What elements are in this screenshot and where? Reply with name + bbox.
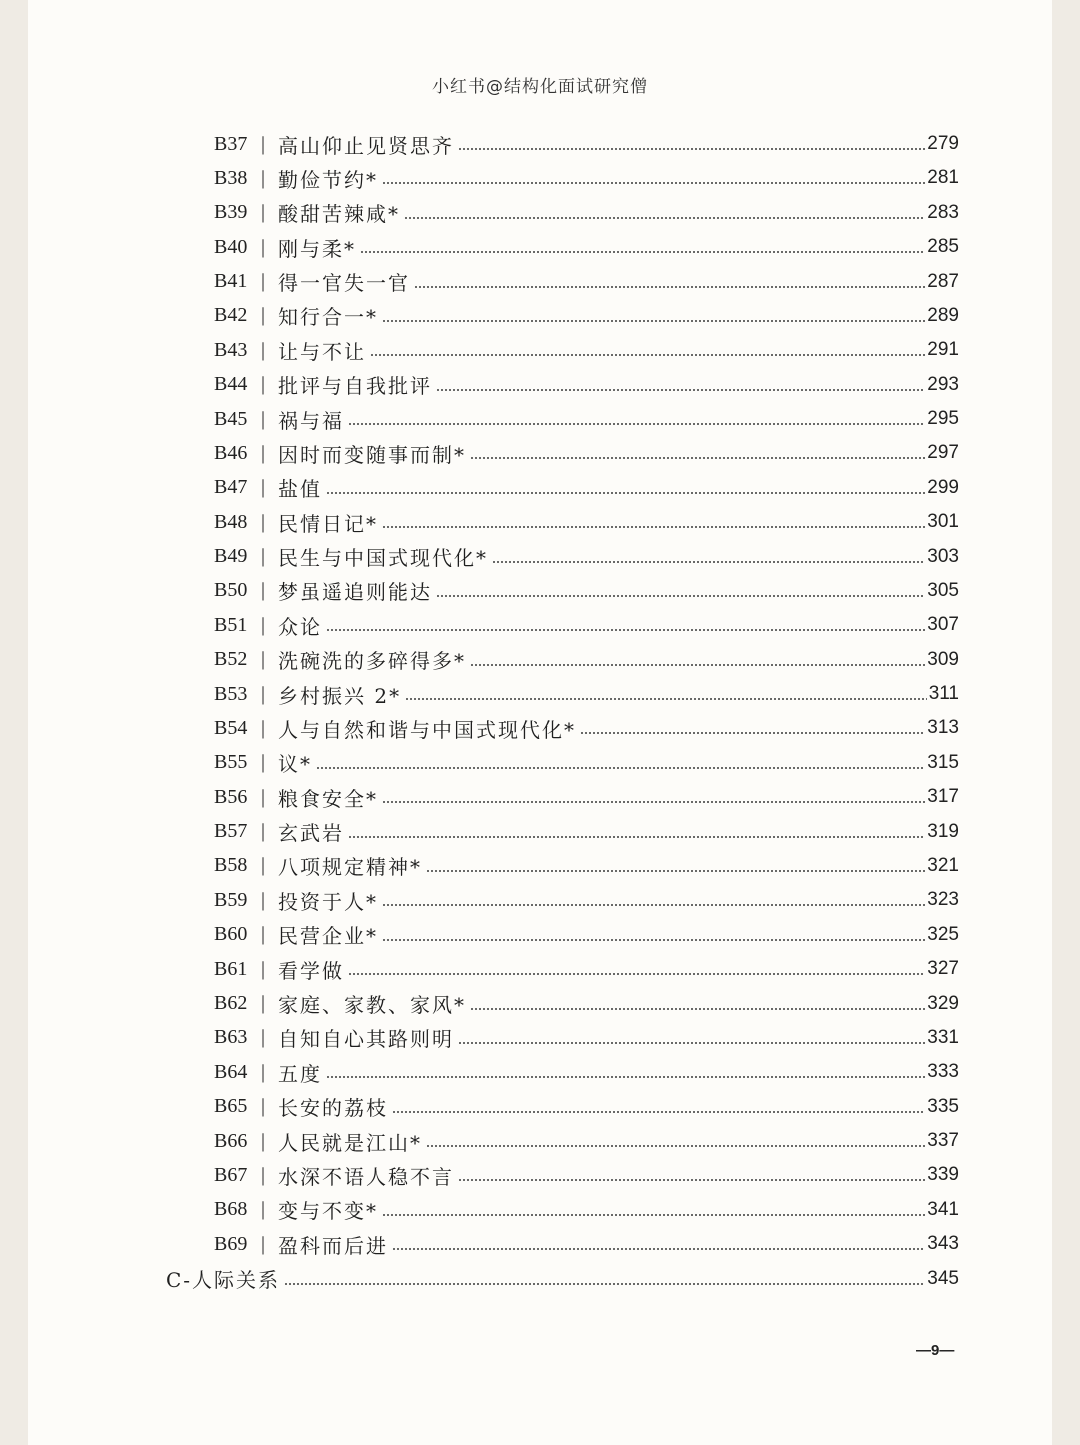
toc-entry[interactable] — [214, 161, 959, 195]
entry-title: 梦虽遥追则能达 — [278, 580, 432, 605]
dot-leader — [382, 1214, 925, 1216]
toc-entry[interactable] — [214, 505, 959, 539]
toc-entry[interactable] — [214, 780, 959, 814]
entry-separator: | — [260, 338, 265, 361]
entry-page-number: 295 — [927, 408, 959, 430]
entry-code: B50 — [214, 579, 248, 602]
entry-code: B57 — [214, 820, 248, 843]
entry-page-number: 331 — [927, 1026, 959, 1048]
dot-leader — [348, 973, 925, 975]
toc-entry[interactable] — [214, 883, 959, 917]
dot-leader — [392, 1111, 925, 1113]
toc-entry[interactable] — [214, 746, 959, 780]
toc-entry[interactable] — [214, 265, 959, 299]
page-header: 小红书@结构化面试研究僧 — [432, 77, 648, 97]
toc-entry[interactable] — [214, 127, 959, 161]
entry-page-number: 291 — [927, 339, 959, 361]
entry-title: 民情日记* — [278, 511, 378, 536]
entry-page-number: 321 — [927, 854, 959, 876]
entry-separator: | — [260, 716, 265, 739]
entry-page-number: 281 — [927, 167, 959, 189]
entry-code: B68 — [214, 1198, 248, 1221]
entry-code: B67 — [214, 1163, 248, 1186]
entry-title: 高山仰止见贤思齐 — [278, 133, 454, 158]
entry-code: B56 — [214, 785, 248, 808]
dot-leader — [316, 767, 925, 769]
entry-page-number: 283 — [927, 201, 959, 223]
entry-title: 长安的荔枝 — [278, 1096, 388, 1121]
entry-separator: | — [260, 1060, 265, 1083]
toc-entry[interactable] — [214, 849, 959, 883]
entry-code: B45 — [214, 407, 248, 430]
entry-page-number: 319 — [927, 820, 959, 842]
entry-code: B52 — [214, 648, 248, 671]
toc-entry[interactable] — [214, 436, 959, 470]
entry-separator: | — [260, 545, 265, 568]
dot-leader — [382, 320, 925, 322]
entry-page-number: 313 — [927, 717, 959, 739]
entry-page-number: 299 — [927, 476, 959, 498]
entry-title: 看学做 — [278, 958, 344, 983]
entry-page-number: 297 — [927, 442, 959, 464]
entry-separator: | — [260, 992, 265, 1014]
toc-entry[interactable] — [214, 1193, 959, 1227]
entry-title: 盐值 — [278, 477, 322, 502]
entry-separator: | — [260, 476, 265, 499]
entry-code: B49 — [214, 545, 248, 568]
entry-title: 粮食安全* — [278, 786, 378, 811]
entry-separator: | — [260, 751, 265, 774]
entry-title: 乡村振兴 2* — [278, 683, 402, 708]
dot-leader — [414, 286, 925, 288]
dot-leader — [360, 251, 925, 253]
entry-separator: | — [260, 820, 265, 843]
entry-title: 八项规定精神* — [278, 855, 422, 880]
toc-entry[interactable] — [214, 1021, 959, 1055]
entry-title: 投资于人* — [278, 889, 378, 914]
entry-code: B53 — [214, 682, 248, 705]
entry-code: B37 — [214, 132, 248, 155]
entry-title: 祸与福 — [278, 408, 344, 433]
entry-separator: | — [260, 579, 265, 602]
entry-code: B60 — [214, 923, 248, 946]
entry-separator: | — [260, 304, 265, 327]
entry-code: B39 — [214, 201, 248, 224]
dot-leader — [492, 561, 925, 563]
entry-separator: | — [260, 613, 265, 636]
entry-page-number: 311 — [928, 683, 959, 705]
toc-entry[interactable] — [214, 815, 959, 849]
toc-entry[interactable] — [214, 1124, 959, 1158]
entry-separator: | — [260, 235, 265, 258]
entry-separator: | — [260, 510, 265, 533]
dot-leader — [470, 457, 925, 459]
entry-title: 酸甜苦辣咸* — [278, 202, 400, 227]
dot-leader — [348, 836, 925, 838]
entry-title: 民生与中国式现代化* — [278, 546, 488, 571]
entry-page-number: 343 — [927, 1233, 959, 1255]
toc-entry[interactable] — [214, 1055, 959, 1089]
entry-page-number: 325 — [927, 923, 959, 945]
toc-entry[interactable] — [214, 952, 959, 986]
entry-title: 人与自然和谐与中国式现代化* — [278, 717, 576, 742]
dot-leader — [470, 664, 925, 666]
dot-leader — [470, 1008, 925, 1010]
entry-separator: | — [260, 682, 265, 705]
entry-title: 知行合一* — [278, 305, 378, 330]
entry-title: 自知自心其路则明 — [278, 1027, 454, 1052]
entry-title: 盈科而后进 — [278, 1233, 388, 1258]
dot-leader — [382, 801, 925, 803]
entry-title: 人民就是江山* — [278, 1130, 422, 1155]
entry-title: 洗碗洗的多碎得多* — [278, 649, 466, 674]
dot-leader — [405, 698, 927, 700]
entry-code: B47 — [214, 476, 248, 499]
entry-separator: | — [260, 201, 265, 224]
entry-page-number: 333 — [927, 1061, 959, 1083]
entry-page-number: 303 — [927, 545, 959, 567]
toc-entry[interactable] — [214, 471, 959, 505]
dot-leader — [426, 1145, 925, 1147]
toc-entry[interactable] — [214, 987, 959, 1021]
entry-page-number: 289 — [927, 304, 959, 326]
dot-leader — [326, 1076, 925, 1078]
toc-entry[interactable] — [214, 1227, 959, 1261]
entry-code: B51 — [214, 613, 248, 636]
entry-page-number: 337 — [927, 1130, 959, 1152]
toc-entry[interactable] — [214, 196, 959, 230]
entry-page-number: 305 — [927, 579, 959, 601]
toc-entry[interactable] — [214, 368, 959, 402]
entry-separator: | — [260, 1026, 265, 1049]
entry-title: 刚与柔* — [278, 236, 356, 261]
entry-title: 勤俭节约* — [278, 167, 378, 192]
dot-leader — [458, 1042, 925, 1044]
entry-code: B62 — [214, 992, 248, 1014]
entry-page-number: 285 — [927, 236, 959, 258]
entry-title: 玄武岩 — [278, 821, 344, 846]
entry-title: 五度 — [278, 1061, 322, 1086]
entry-separator: | — [260, 441, 265, 464]
toc-entry[interactable] — [214, 230, 959, 264]
entry-page-number: 339 — [927, 1164, 959, 1186]
entry-separator: | — [260, 648, 265, 671]
entry-separator: | — [260, 957, 265, 980]
toc-entry[interactable] — [214, 1090, 959, 1124]
dot-leader — [326, 629, 925, 631]
entry-page-number: 329 — [927, 992, 959, 1014]
entry-title: 因时而变随事而制* — [278, 442, 466, 467]
entry-title: 水深不语人稳不言 — [278, 1164, 454, 1189]
entry-page-number: 279 — [927, 133, 959, 154]
page-number: —9— — [916, 1342, 955, 1359]
entry-separator: | — [260, 407, 265, 430]
entry-page-number: 293 — [927, 373, 959, 395]
entry-code: B46 — [214, 441, 248, 464]
entry-title: 议* — [278, 752, 312, 777]
entry-page-number: 317 — [927, 786, 959, 808]
dot-leader — [404, 217, 925, 219]
entry-separator: | — [260, 785, 265, 808]
dot-leader — [284, 1283, 925, 1285]
entry-separator: | — [260, 373, 265, 396]
toc-entry[interactable] — [214, 711, 959, 745]
toc-entry[interactable] — [214, 1158, 959, 1192]
toc-entry[interactable] — [214, 608, 959, 642]
entry-separator: | — [260, 1095, 265, 1118]
entry-separator: | — [260, 1129, 265, 1152]
entry-page-number: 323 — [927, 889, 959, 911]
entry-code: B66 — [214, 1129, 248, 1152]
entry-separator: | — [260, 166, 265, 189]
entry-code: B38 — [214, 166, 248, 189]
dot-leader — [426, 870, 925, 872]
entry-separator: | — [260, 1198, 265, 1221]
entry-code: B43 — [214, 338, 248, 361]
entry-code: B40 — [214, 235, 248, 258]
dot-leader — [436, 595, 925, 597]
entry-code: B64 — [214, 1060, 248, 1083]
entry-title: 批评与自我批评 — [278, 374, 432, 399]
toc-entry[interactable] — [214, 643, 959, 677]
entry-code: B58 — [214, 854, 248, 877]
dot-leader — [580, 732, 925, 734]
entry-code: B48 — [214, 510, 248, 533]
dot-leader — [458, 148, 925, 150]
entry-code: B61 — [214, 957, 248, 980]
entry-separator: | — [260, 888, 265, 911]
entry-title: 让与不让 — [278, 339, 366, 364]
toc-entry[interactable] — [214, 402, 959, 436]
toc-entry[interactable] — [214, 299, 959, 333]
entry-separator: | — [260, 270, 265, 293]
dot-leader — [348, 423, 925, 425]
entry-code: B59 — [214, 888, 248, 911]
dot-leader — [382, 526, 925, 528]
dot-leader — [392, 1248, 925, 1250]
entry-code: B63 — [214, 1026, 248, 1049]
entry-page-number: 287 — [927, 270, 959, 292]
entry-page-number: 327 — [927, 958, 959, 980]
entry-page-number: 309 — [927, 648, 959, 670]
dot-leader — [436, 389, 925, 391]
entry-code: B54 — [214, 716, 248, 739]
entry-code: B42 — [214, 304, 248, 327]
toc-entry[interactable] — [214, 677, 959, 711]
entry-code: B44 — [214, 373, 248, 396]
entry-title: 得一官失一官 — [278, 271, 410, 296]
entry-page-number: 315 — [927, 751, 959, 773]
toc-section-entry[interactable] — [166, 1262, 959, 1296]
entry-page-number: 335 — [927, 1095, 959, 1117]
entry-page-number: 301 — [927, 511, 959, 533]
section-page-number: 345 — [927, 1267, 959, 1289]
entry-code: B55 — [214, 751, 248, 774]
entry-separator: | — [260, 1163, 265, 1186]
dot-leader — [326, 492, 925, 494]
entry-code: B65 — [214, 1095, 248, 1118]
entry-title: 民营企业* — [278, 924, 378, 949]
entry-code: B41 — [214, 270, 248, 293]
entry-separator: | — [260, 132, 265, 155]
dot-leader — [458, 1179, 925, 1181]
entry-title: 变与不变* — [278, 1199, 378, 1224]
toc-entry[interactable] — [214, 918, 959, 952]
toc-entry[interactable] — [214, 333, 959, 367]
dot-leader — [370, 354, 925, 356]
entry-page-number: 307 — [927, 614, 959, 636]
entry-separator: | — [260, 1232, 265, 1255]
toc-entry[interactable] — [214, 574, 959, 608]
entry-title: 家庭、家教、家风* — [278, 993, 466, 1017]
entry-separator: | — [260, 854, 265, 877]
dot-leader — [382, 904, 925, 906]
dot-leader — [382, 182, 925, 184]
entry-page-number: 341 — [927, 1198, 959, 1220]
section-title: C-人际关系 — [166, 1268, 281, 1293]
toc-entry[interactable] — [214, 540, 959, 574]
entry-separator: | — [260, 923, 265, 946]
entry-code: B69 — [214, 1232, 248, 1255]
entry-title: 众论 — [278, 614, 322, 639]
dot-leader — [382, 939, 925, 941]
